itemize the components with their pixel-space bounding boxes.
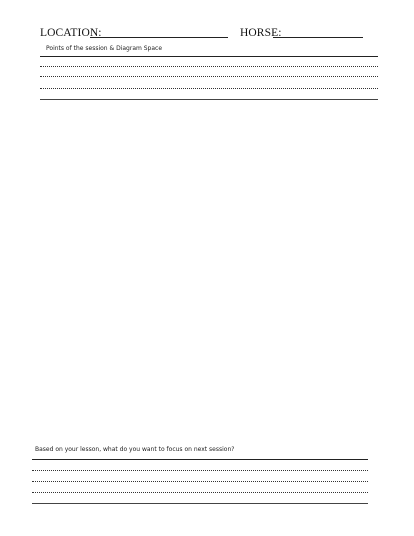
next-focus-writing-line[interactable]: [32, 470, 368, 471]
next-focus-writing-line[interactable]: [32, 492, 368, 493]
points-writing-line[interactable]: [40, 66, 378, 67]
points-section-label: Points of the session & Diagram Space: [46, 45, 163, 52]
points-writing-line[interactable]: [40, 88, 378, 89]
diagram-space[interactable]: [40, 102, 378, 437]
horse-field[interactable]: [273, 37, 363, 38]
location-label: LOCATION:: [40, 27, 102, 39]
points-writing-line[interactable]: [40, 76, 378, 77]
location-field[interactable]: [90, 37, 228, 38]
points-writing-line[interactable]: [40, 99, 378, 100]
next-focus-section-label: Based on your lesson, what do you want to focus on next session?: [35, 446, 235, 453]
next-focus-section-divider: [32, 459, 368, 460]
next-focus-writing-line[interactable]: [32, 503, 368, 504]
points-section-divider: [40, 56, 378, 57]
horse-label: HORSE:: [240, 27, 282, 39]
next-focus-writing-line[interactable]: [32, 481, 368, 482]
